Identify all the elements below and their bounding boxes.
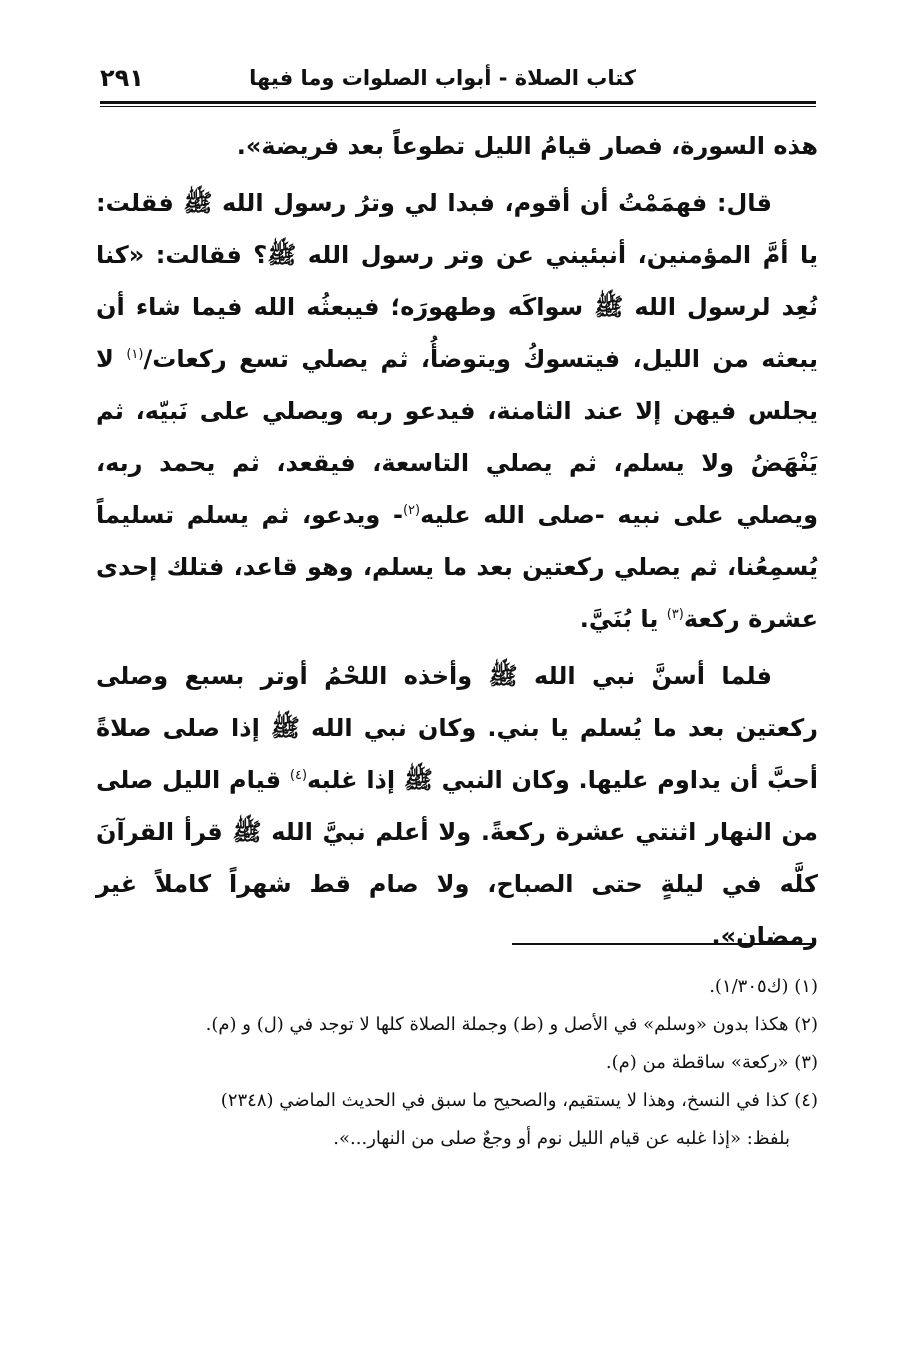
footnote-ref-1: (١)	[126, 347, 144, 362]
paragraph-3-text-a: فلما أسنَّ نبي الله ﷺ وأخذه اللحْمُ أوتر بسبع وصلى ركعتين بعد ما يُسلم يا بني. وكان نبي الله ﷺ إذا صلى صلاةً أحبَّ أن يداوم عليها. وكان النبي ﷺ إذا غلبه	[96, 662, 819, 794]
main-text	[96, 120, 818, 962]
paragraph-1-text: هذه السورة، فصار قيامُ الليل تطوعاً بعد فريضة».	[236, 132, 818, 160]
paragraph-2-text-c: - ويدعو، ثم يسلم تسليماً يُسمِعُنا، ثم يصلي ركعتين بعد ما يسلم، وهو قاعد، فتلك إحدى عشرة ركعة	[96, 501, 818, 633]
running-header	[100, 58, 816, 98]
footnote-ref-4: (٤)	[289, 768, 308, 783]
header-title: كتاب الصلاة - أبواب الصلوات وما فيها	[249, 66, 636, 90]
footnote-ref-3: (٣)	[666, 607, 684, 622]
footnote-4: (٤) كذا في النسخ، وهذا لا يستقيم، والصحيح ما سبق في الحديث الماضي (٢٣٤٨)	[220, 1090, 818, 1111]
footnote-2: (٢) هكذا بدون «وسلم» في الأصل و (ط) وجملة الصلاة كلها لا توجد في (ل) و (م).	[205, 1014, 818, 1035]
footnote-ref-2: (٢)	[402, 503, 421, 518]
paragraph-2	[96, 177, 818, 645]
header-rule-thin	[100, 106, 816, 107]
paragraph-3	[96, 650, 818, 962]
footnotes	[96, 968, 818, 1158]
footnote-4-continued: بلفظ: «إذا غلبه عن قيام الليل نوم أو وجعٌ صلى من النهار...».	[333, 1128, 790, 1149]
paragraph-2-text-a: قال: فهمَمْتُ أن أقوم، فبدا لي وترُ رسول الله ﷺ فقلت: يا أمَّ المؤمنين، أنبئيني عن وتر رسول الله ﷺ؟ فقالت: «كنا نُعِد لرسول الله ﷺ سواكَه وطهورَه؛ فيبعثُه الله فيما شاء أن يبعثه من الليل، فيتسوكُ ويتوضأُ، ثم يصلي تسع ركعات/	[96, 189, 818, 373]
footnote-1: (١) (ك١/٣٠٥).	[709, 976, 818, 997]
paragraph-3-text-b: قيام الليل صلى من النهار اثنتي عشرة ركعةً. ولا أعلم نبيَّ الله ﷺ قرأ القرآنَ كلَّه في ليلةٍ حتى الصباح، ولا صام قط شهراً كاملاً غير رمضان».	[96, 766, 818, 950]
page-number: ٢٩١	[100, 64, 144, 92]
paragraph-1	[96, 120, 818, 172]
footnote-separator	[512, 943, 816, 945]
footnote-3: (٣) «ركعة» ساقطة من (م).	[605, 1052, 818, 1073]
header-rule	[100, 101, 816, 104]
paragraph-2-text-b: لا يجلس فيهن إلا عند الثامنة، فيدعو ربه ويصلي على نَبيّه، ثم يَنْهَضُ ولا يسلم، ثم يصلي التاسعة، فيقعد، ثم يحمد ربه، ويصلي على نبيه -صلى الله عليه	[96, 345, 818, 529]
paragraph-2-text-d: يا بُنَيَّ.	[579, 605, 667, 633]
